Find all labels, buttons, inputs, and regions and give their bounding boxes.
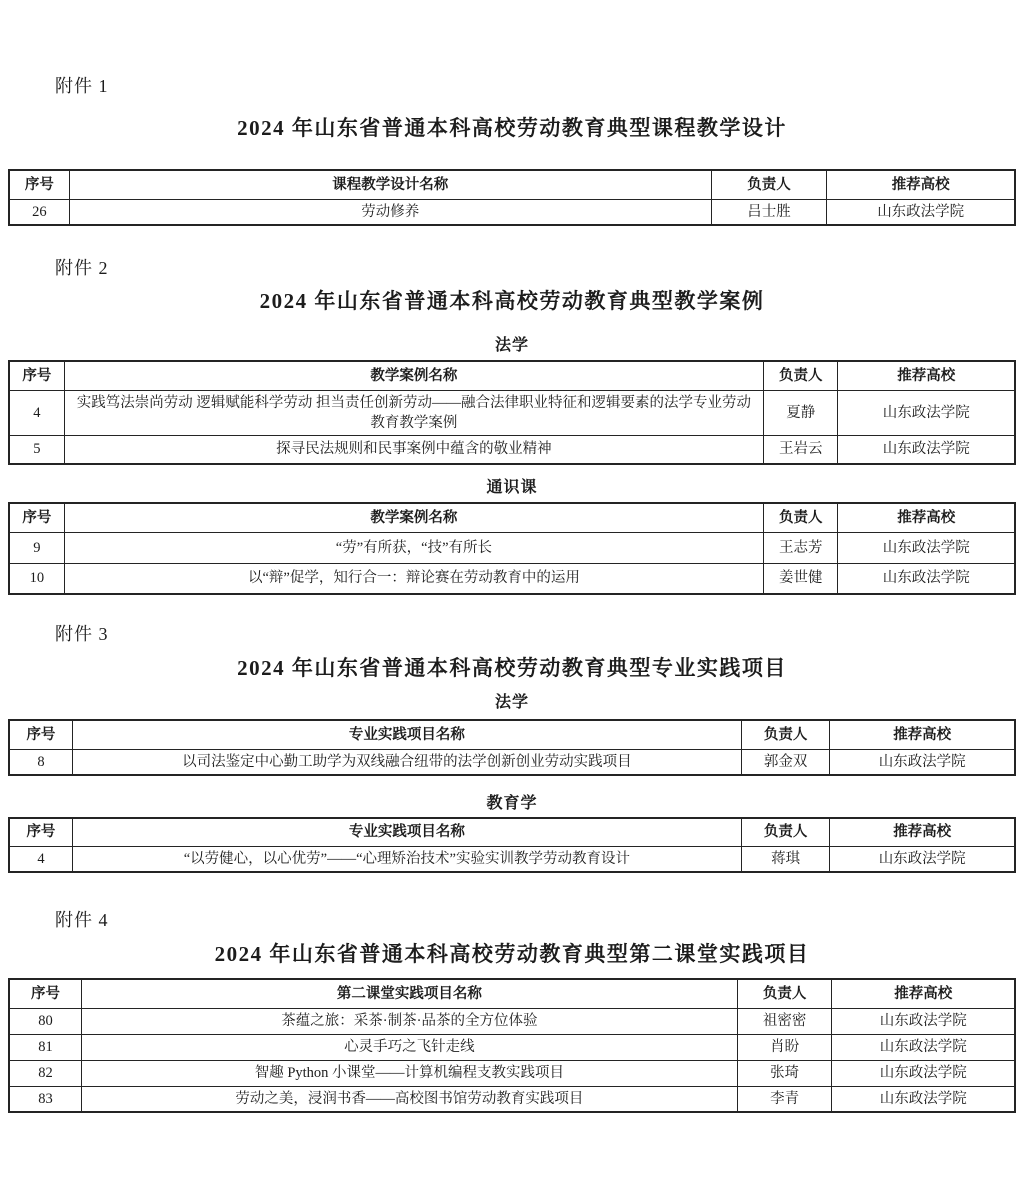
table-row	[9, 563, 1015, 594]
cell-name: “以劳健心，以心优劳”——“心理矫治技术”实验实训教学劳动教育设计	[72, 847, 741, 873]
cell-index: 80	[9, 1008, 81, 1034]
table-row	[9, 1086, 1015, 1112]
cell-owner: 王岩云	[764, 435, 838, 464]
cell-index: 9	[9, 532, 64, 563]
col-header-owner: 负责人	[737, 979, 832, 1008]
teaching-case-law-table	[8, 360, 1016, 465]
cell-school: 山东政法学院	[827, 199, 1015, 225]
cell-index: 82	[9, 1060, 81, 1086]
attachment-4-label: 附件 4	[55, 910, 109, 930]
col-header-school: 推荐高校	[838, 361, 1015, 390]
col-header-index: 序号	[9, 170, 69, 199]
table-row	[9, 199, 1015, 225]
attachment-3-label: 附件 3	[55, 624, 109, 644]
cell-name: 劳动修养	[69, 199, 711, 225]
table-header-row	[9, 503, 1015, 532]
subtitle-law-2: 法学	[494, 694, 529, 711]
cell-school: 山东政法学院	[830, 749, 1015, 775]
col-header-school: 推荐高校	[832, 979, 1015, 1008]
cell-school: 山东政法学院	[838, 390, 1015, 435]
cell-index: 83	[9, 1086, 81, 1112]
attachment-1-label: 附件 1	[55, 76, 109, 96]
table-header-row	[9, 720, 1015, 749]
attachment-3-title: 2024 年山东省普通本科高校劳动教育典型专业实践项目	[237, 656, 787, 680]
subtitle-general-course: 通识课	[486, 479, 538, 496]
cell-school: 山东政法学院	[830, 847, 1015, 873]
col-header-name: 教学案例名称	[64, 503, 763, 532]
subtitle-law: 法学	[494, 337, 529, 354]
cell-name: 劳动之美，浸润书香——高校图书馆劳动教育实践项目	[81, 1086, 737, 1112]
cell-name: 心灵手巧之飞针走线	[81, 1034, 737, 1060]
col-header-owner: 负责人	[764, 503, 838, 532]
attachment-4-title: 2024 年山东省普通本科高校劳动教育典型第二课堂实践项目	[214, 942, 810, 966]
col-header-name: 课程教学设计名称	[69, 170, 711, 199]
table-row	[9, 1008, 1015, 1034]
table-row	[9, 1060, 1015, 1086]
cell-school: 山东政法学院	[838, 435, 1015, 464]
cell-name: 智趣 Python 小课堂——计算机编程支教实践项目	[81, 1060, 737, 1086]
cell-name: 实践笃法崇尚劳动 逻辑赋能科学劳动 担当责任创新劳动——融合法律职业特征和逻辑要素的法学专业劳动教育教学案例	[64, 390, 763, 435]
table-row	[9, 532, 1015, 563]
cell-owner: 郭金双	[741, 749, 830, 775]
col-header-owner: 负责人	[741, 818, 830, 847]
cell-school: 山东政法学院	[838, 563, 1015, 594]
cell-owner: 张琦	[737, 1060, 832, 1086]
cell-index: 4	[9, 847, 72, 873]
table-row	[9, 847, 1015, 873]
col-header-school: 推荐高校	[838, 503, 1015, 532]
col-header-school: 推荐高校	[830, 720, 1015, 749]
col-header-index: 序号	[9, 979, 81, 1008]
table-header-row	[9, 979, 1015, 1008]
table-row	[9, 435, 1015, 464]
cell-index: 4	[9, 390, 64, 435]
cell-owner: 姜世健	[764, 563, 838, 594]
cell-school: 山东政法学院	[832, 1008, 1015, 1034]
table-row	[9, 390, 1015, 435]
cell-owner: 王志芳	[764, 532, 838, 563]
col-header-owner: 负责人	[711, 170, 827, 199]
col-header-name: 教学案例名称	[64, 361, 763, 390]
col-header-index: 序号	[9, 503, 64, 532]
col-header-name: 专业实践项目名称	[72, 720, 741, 749]
cell-name: 以司法鉴定中心勤工助学为双线融合纽带的法学创新创业劳动实践项目	[72, 749, 741, 775]
table-header-row	[9, 818, 1015, 847]
second-classroom-table	[8, 978, 1016, 1113]
col-header-owner: 负责人	[764, 361, 838, 390]
cell-owner: 肖盼	[737, 1034, 832, 1060]
cell-name: 探寻民法规则和民事案例中蕴含的敬业精神	[64, 435, 763, 464]
cell-owner: 李青	[737, 1086, 832, 1112]
table-header-row	[9, 361, 1015, 390]
col-header-index: 序号	[9, 818, 72, 847]
cell-name: 以“辩”促学，知行合一：辩论赛在劳动教育中的运用	[64, 563, 763, 594]
cell-name: “劳”有所获，“技”有所长	[64, 532, 763, 563]
col-header-owner: 负责人	[741, 720, 830, 749]
col-header-index: 序号	[9, 720, 72, 749]
practice-project-education-table	[8, 817, 1016, 874]
table-row	[9, 1034, 1015, 1060]
cell-index: 5	[9, 435, 64, 464]
cell-index: 26	[9, 199, 69, 225]
cell-owner: 夏静	[764, 390, 838, 435]
cell-owner: 祖密密	[737, 1008, 832, 1034]
col-header-school: 推荐高校	[827, 170, 1015, 199]
cell-owner: 蒋琪	[741, 847, 830, 873]
col-header-name: 第二课堂实践项目名称	[81, 979, 737, 1008]
cell-index: 8	[9, 749, 72, 775]
practice-project-law-table	[8, 719, 1016, 776]
cell-index: 10	[9, 563, 64, 594]
table-header-row	[9, 170, 1015, 199]
subtitle-education: 教育学	[486, 794, 538, 812]
cell-school: 山东政法学院	[832, 1034, 1015, 1060]
attachment-1-title: 2024 年山东省普通本科高校劳动教育典型课程教学设计	[237, 116, 787, 140]
cell-school: 山东政法学院	[838, 532, 1015, 563]
attachment-2-title: 2024 年山东省普通本科高校劳动教育典型教学案例	[259, 289, 765, 313]
course-design-table	[8, 169, 1016, 226]
cell-index: 81	[9, 1034, 81, 1060]
attachment-2-label: 附件 2	[55, 258, 109, 278]
col-header-index: 序号	[9, 361, 64, 390]
cell-school: 山东政法学院	[832, 1086, 1015, 1112]
cell-name: 茶蕴之旅：采茶·制茶·品茶的全方位体验	[81, 1008, 737, 1034]
cell-school: 山东政法学院	[832, 1060, 1015, 1086]
col-header-school: 推荐高校	[830, 818, 1015, 847]
col-header-name: 专业实践项目名称	[72, 818, 741, 847]
cell-owner: 吕士胜	[711, 199, 827, 225]
table-row	[9, 749, 1015, 775]
teaching-case-general-table	[8, 502, 1016, 595]
